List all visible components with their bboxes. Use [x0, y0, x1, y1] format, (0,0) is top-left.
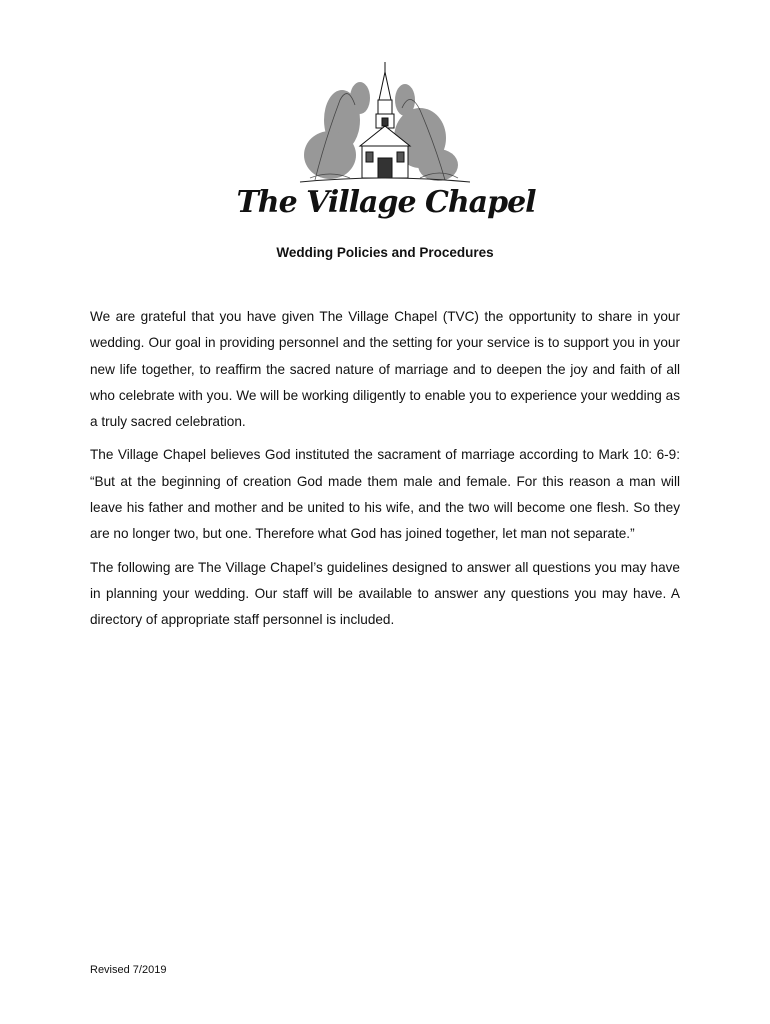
chapel-illustration-icon: [236, 60, 536, 232]
paragraph-intro: We are grateful that you have given The Village Chapel (TVC) the opportunity to share in your wedding. Our goal in providing personnel and the setting for your service is to support you in your new life together, to reaffirm the sacred nature of marriage and to deepen the joy and faith of all who celebrate with you. We will be working diligently to enable you to experience your wedding as a truly sacred celebration.: [90, 309, 680, 430]
page-title: Wedding Policies and Procedures: [276, 245, 494, 260]
logo-wordmark: The Village Chapel: [236, 185, 536, 220]
revision-note: Revised 7/2019: [90, 964, 167, 976]
paragraph-guidelines: The following are The Village Chapel’s guidelines designed to answer all questions you may have in planning your wedding. Our staff will be available to answer any questions you may have. A directory of appropriate staff personnel is included.: [90, 559, 680, 628]
paragraph-scripture: The Village Chapel believes God instituted the sacrament of marriage according to Mark 10: 6-9: “But at the beginning of creation God made them male and female. For this reason a man will leave his father and mother and be united to his wife, and the two will become one flesh. So they are no longer two, but one. Therefore what God has joined together, let man not separate.”: [90, 447, 680, 542]
document-body: [90, 304, 680, 641]
chapel-logo: [236, 60, 536, 232]
